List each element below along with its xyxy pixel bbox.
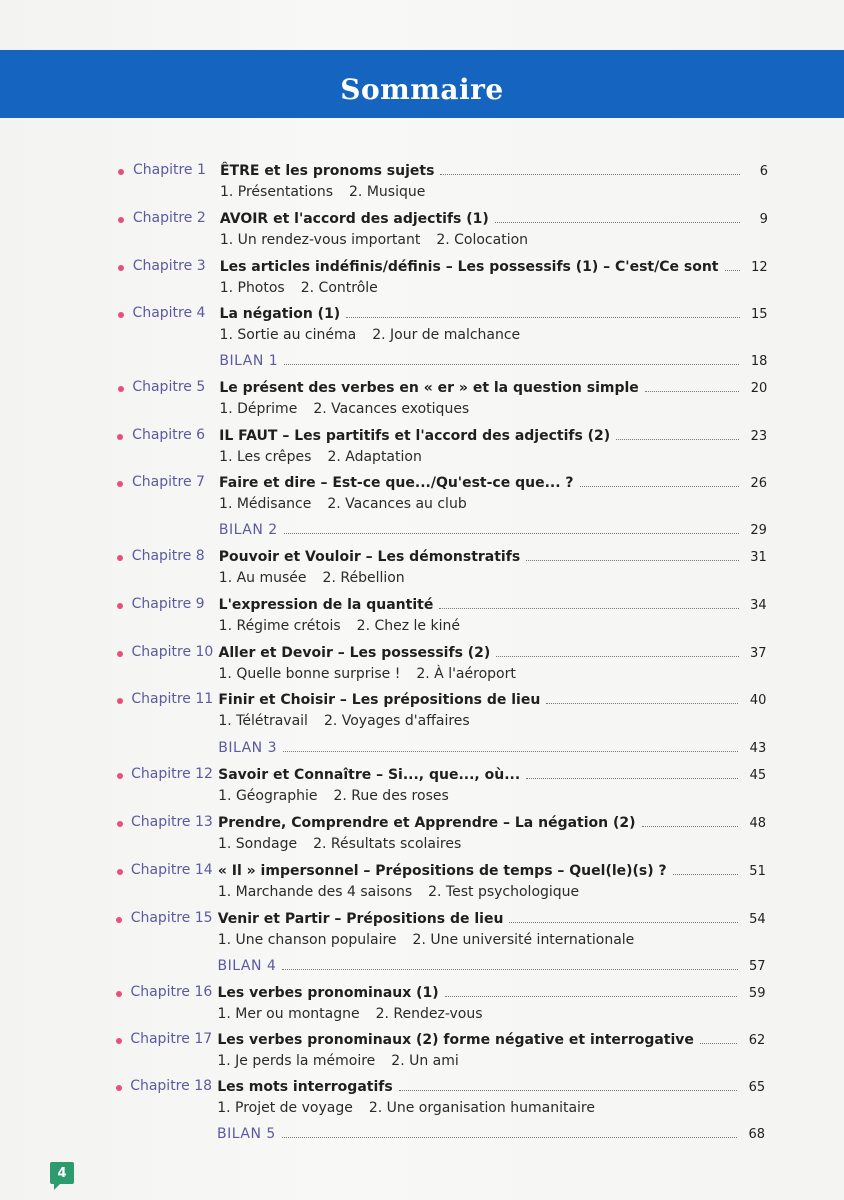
chapter-title-row (220, 210, 768, 227)
bilan-page-number: 57 (749, 959, 766, 974)
bilan-label: BILAN 5 (217, 1126, 276, 1142)
chapter-page-number: 9 (759, 212, 768, 227)
chapter-subsections (219, 570, 405, 586)
chapter-subsections (218, 932, 635, 948)
subsection-item: 2. Rue des roses (333, 788, 449, 804)
chapter-subsections (219, 449, 422, 465)
dot-leader (346, 305, 739, 318)
chapter-title-row (217, 984, 765, 1001)
dot-leader (700, 1031, 737, 1044)
chapter-label: Chapitre 18 (130, 1078, 213, 1094)
page-title: Sommaire (340, 72, 504, 106)
bilan-label: BILAN 4 (217, 958, 277, 974)
subsection-item: 1. Une chanson populaire (217, 932, 397, 948)
chapter-title-row (220, 258, 768, 275)
chapter-page-number: 54 (749, 912, 766, 927)
chapter-label: Chapitre 2 (132, 210, 206, 226)
dot-leader (580, 474, 740, 487)
chapter-title-row (218, 910, 766, 927)
subsection-item: 1. Télétravail (218, 713, 308, 729)
bullet-icon (118, 169, 124, 175)
subsection-item: 2. Vacances au club (327, 496, 467, 512)
bilan-page-number: 43 (749, 741, 767, 756)
subsection-item: 2. Colocation (436, 232, 529, 248)
toc-bilan-entry (218, 957, 766, 974)
chapter-label: Chapitre 10 (131, 644, 214, 660)
chapter-title: AVOIR et l'accord des adjectifs (1) (219, 211, 489, 227)
chapter-label: Chapitre 13 (130, 814, 213, 830)
chapter-label: Chapitre 11 (131, 691, 214, 707)
chapter-title: Les articles indéfinis/définis – Les possessifs (1) – C'est/Ce sont (219, 259, 719, 275)
bilan-label: BILAN 2 (218, 522, 278, 538)
chapter-title-row (219, 379, 767, 396)
dot-leader (645, 379, 740, 392)
chapter-page-number: 31 (750, 550, 767, 565)
chapter-title-row (219, 644, 767, 661)
chapter-title: « Il » impersonnel – Prépositions de temps – Quel(le)(s) ? (217, 863, 667, 879)
dot-leader (284, 521, 739, 534)
subsection-item: 1. Mer ou montagne (217, 1006, 360, 1022)
dot-leader (546, 691, 738, 704)
chapter-title-row (217, 1031, 765, 1048)
chapter-label: Chapitre 17 (130, 1031, 213, 1047)
bullet-icon (118, 217, 124, 223)
dot-leader (495, 210, 740, 223)
chapter-title-row (219, 548, 767, 565)
chapter-page-number: 40 (749, 693, 767, 708)
chapter-label: Chapitre 6 (132, 427, 206, 443)
chapter-page-number: 6 (759, 164, 768, 179)
chapter-title: La négation (1) (219, 306, 341, 322)
dot-leader (282, 957, 737, 970)
chapter-subsections (217, 1100, 595, 1116)
chapter-title-row (217, 1078, 765, 1095)
dot-leader (496, 644, 738, 657)
chapter-title: L'expression de la quantité (218, 597, 434, 613)
bullet-icon (117, 773, 123, 779)
page-number-badge: 4 (50, 1162, 74, 1184)
subsection-item: 1. Régime crétois (218, 618, 341, 634)
subsection-item: 2. Rébellion (322, 570, 405, 586)
chapter-label: Chapitre 1 (132, 162, 206, 178)
chapter-page-number: 62 (748, 1033, 766, 1048)
toc-bilan-entry (218, 739, 766, 756)
chapter-page-number: 26 (750, 476, 768, 491)
chapter-page-number: 12 (751, 260, 768, 275)
chapter-subsections (218, 884, 579, 900)
subsection-item: 1. Photos (219, 280, 285, 296)
chapter-title-row (218, 691, 766, 708)
dot-leader (445, 984, 738, 997)
subsection-item: 1. Marchande des 4 saisons (217, 884, 413, 900)
chapter-title-row (218, 814, 766, 831)
subsection-item: 2. Adaptation (327, 449, 422, 465)
bilan-page-number: 18 (750, 354, 768, 369)
dot-leader (284, 352, 739, 365)
subsection-item: 1. Sortie au cinéma (219, 327, 357, 343)
chapter-page-number: 37 (749, 646, 767, 661)
subsection-item: 1. Les crêpes (219, 449, 312, 465)
dot-leader (673, 862, 738, 875)
chapter-subsections (218, 713, 469, 729)
subsection-item: 2. Contrôle (300, 280, 378, 296)
bullet-icon (118, 386, 124, 392)
chapter-title: ÊTRE et les pronoms sujets (219, 163, 435, 179)
chapter-subsections (219, 618, 460, 634)
bullet-icon (118, 265, 124, 271)
chapter-subsections (217, 1053, 458, 1069)
chapter-page-number: 45 (749, 768, 767, 783)
chapter-title-row (220, 305, 768, 322)
subsection-item: 2. Une université internationale (412, 932, 635, 948)
dot-leader (399, 1078, 738, 1091)
subsection-item: 2. Une organisation humanitaire (368, 1100, 595, 1116)
dot-leader (509, 910, 737, 923)
chapter-page-number: 65 (748, 1080, 766, 1095)
chapter-title: Les verbes pronominaux (1) (217, 985, 439, 1001)
subsection-item: 2. Jour de malchance (372, 327, 521, 343)
chapter-label: Chapitre 16 (130, 984, 213, 1000)
subsection-item: 1. Sondage (217, 836, 298, 852)
chapter-label: Chapitre 9 (131, 596, 205, 612)
chapter-subsections (219, 496, 467, 512)
chapter-subsections (220, 327, 521, 343)
bullet-icon (117, 869, 123, 875)
chapter-label: Chapitre 4 (132, 305, 206, 321)
subsection-item: 1. Je perds la mémoire (217, 1053, 376, 1069)
chapter-title: Les verbes pronominaux (2) forme négative et interrogative (217, 1032, 694, 1048)
chapter-label: Chapitre 14 (130, 862, 213, 878)
subsection-item: 2. Chez le kiné (356, 618, 460, 634)
dot-leader (725, 258, 740, 271)
dot-leader (439, 596, 738, 609)
chapter-page-number: 48 (749, 816, 766, 831)
subsection-item: 2. Rendez-vous (375, 1006, 483, 1022)
bilan-label: BILAN 3 (218, 740, 277, 756)
chapter-title: Le présent des verbes en « er » et la question simple (219, 380, 639, 396)
chapter-page-number: 59 (748, 986, 766, 1001)
chapter-title: Venir et Partir – Prépositions de lieu (217, 911, 504, 927)
subsection-item: 2. Musique (349, 184, 426, 200)
chapter-title-row (218, 862, 766, 879)
chapter-page-number: 23 (750, 429, 768, 444)
subsection-item: 2. Voyages d'affaires (323, 713, 470, 729)
subsection-item: 1. Médisance (219, 496, 312, 512)
subsection-item: 2. Résultats scolaires (313, 836, 462, 852)
chapter-subsections (220, 280, 378, 296)
subsection-item: 1. Présentations (219, 184, 334, 200)
chapter-title: IL FAUT – Les partitifs et l'accord des adjectifs (2) (219, 428, 611, 444)
chapter-label: Chapitre 7 (132, 474, 205, 490)
chapter-title-row (220, 162, 768, 179)
bilan-page-number: 29 (750, 523, 767, 538)
chapter-subsections (217, 1006, 482, 1022)
chapter-title: Prendre, Comprendre et Apprendre – La négation (2) (217, 815, 636, 831)
header-band (0, 50, 844, 118)
chapter-title: Faire et dire – Est-ce que.../Qu'est-ce que... ? (219, 475, 574, 491)
chapter-title-row (219, 596, 767, 613)
chapter-page-number: 15 (751, 307, 768, 322)
chapter-page-number: 51 (749, 864, 766, 879)
chapter-title-row (219, 474, 767, 491)
chapter-subsections (219, 401, 469, 417)
chapter-label: Chapitre 12 (131, 766, 213, 782)
chapter-title: Finir et Choisir – Les prépositions de lieu (218, 692, 541, 708)
chapter-label: Chapitre 15 (130, 910, 213, 926)
chapter-subsections (220, 232, 528, 248)
dot-leader (283, 739, 738, 752)
toc-bilan-entry (217, 1125, 765, 1142)
chapter-page-number: 20 (750, 381, 768, 396)
bullet-icon (117, 651, 123, 657)
bullet-icon (118, 312, 124, 318)
subsection-item: 2. Un ami (391, 1053, 459, 1069)
subsection-item: 1. Au musée (218, 570, 307, 586)
dot-leader (616, 427, 739, 440)
chapter-subsections (220, 184, 425, 200)
bullet-icon (117, 821, 123, 827)
bullet-icon (117, 698, 123, 704)
bilan-label: BILAN 1 (219, 353, 279, 369)
chapter-subsections (218, 788, 449, 804)
chapter-subsections (218, 836, 461, 852)
subsection-item: 2. À l'aéroport (416, 666, 516, 682)
subsection-item: 2. Test psychologique (428, 884, 580, 900)
chapter-title-row (219, 427, 767, 444)
subsection-item: 2. Vacances exotiques (313, 401, 470, 417)
dot-leader (526, 548, 739, 561)
subsection-item: 1. Déprime (219, 401, 298, 417)
chapter-label: Chapitre 8 (131, 548, 205, 564)
bilan-page-number: 68 (748, 1127, 766, 1142)
chapter-title: Savoir et Connaître – Si..., que..., où... (218, 767, 521, 783)
toc-bilan-entry (219, 352, 767, 369)
dot-leader (282, 1125, 737, 1138)
subsection-item: 1. Quelle bonne surprise ! (218, 666, 401, 682)
subsection-item: 1. Géographie (218, 788, 318, 804)
chapter-page-number: 34 (750, 598, 767, 613)
dot-leader (526, 766, 738, 779)
toc-bilan-entry (219, 521, 767, 538)
chapter-label: Chapitre 3 (132, 258, 206, 274)
chapter-title-row (218, 766, 766, 783)
dot-leader (440, 162, 740, 175)
chapter-title: Les mots interrogatifs (217, 1079, 393, 1095)
chapter-label: Chapitre 5 (132, 379, 206, 395)
subsection-item: 1. Un rendez-vous important (219, 232, 421, 248)
chapter-title: Pouvoir et Vouloir – Les démonstratifs (218, 549, 521, 565)
dot-leader (642, 814, 738, 827)
chapter-subsections (219, 666, 516, 682)
subsection-item: 1. Projet de voyage (217, 1100, 353, 1116)
chapter-title: Aller et Devoir – Les possessifs (2) (218, 645, 491, 661)
